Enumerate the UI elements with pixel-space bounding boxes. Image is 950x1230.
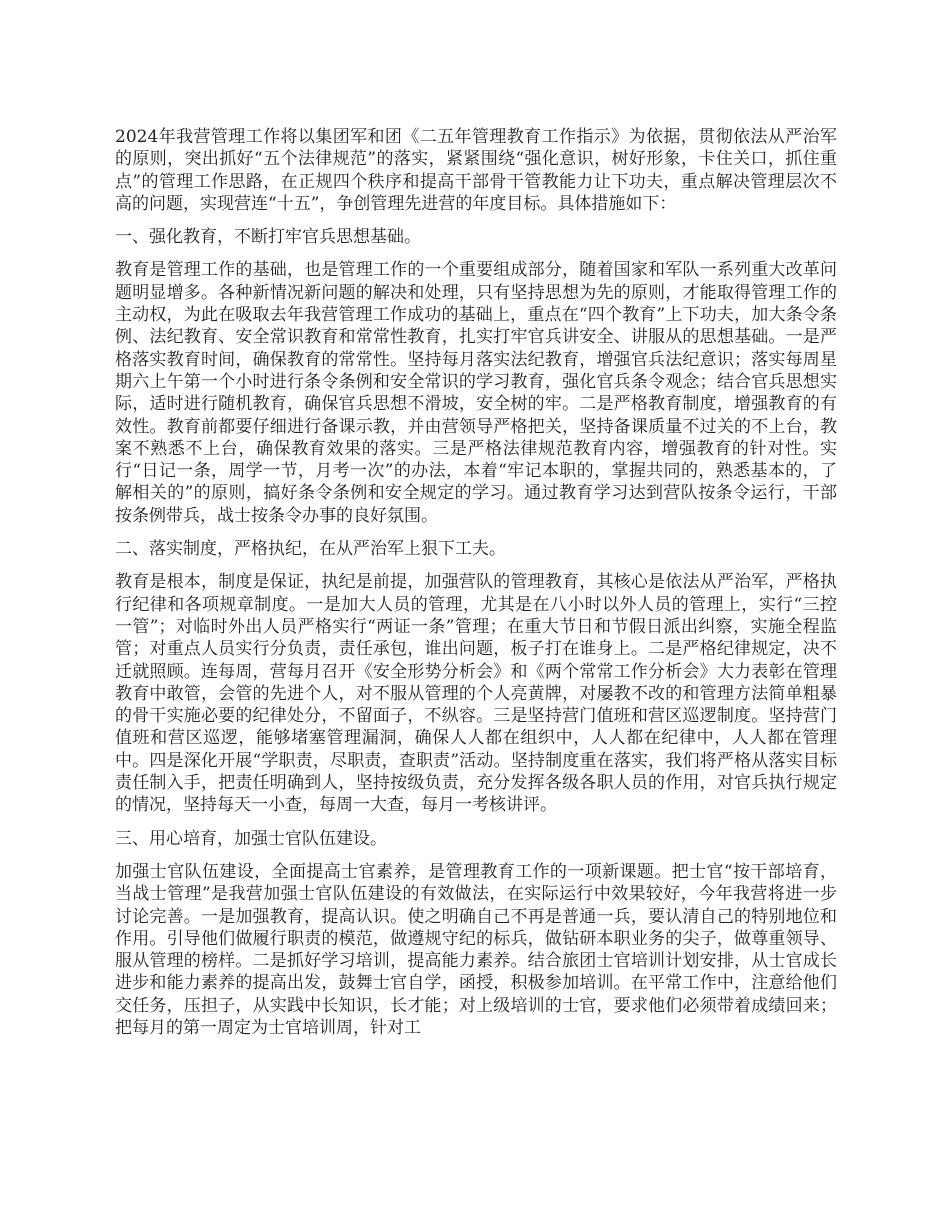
section-3-heading: 三、用心培育，加强士官队伍建设。	[115, 828, 387, 849]
intro-paragraph: 2024年我营管理工作将以集团军和团《二五年管理教育工作指示》为依据，贯彻依法从严治军的原则，突出抓好“五个法律规范”的落实，紧紧围绕“强化意识，树好形象，卡住关口，抓住重点”的管理工作思路，在正规四个秩序和提高干部骨干管教能力让下功夫，重点解决管理层次不高的问题，实现营连“十五”，争创管理先进营的年度目标。具体措施如下：	[115, 127, 837, 214]
section-1-heading: 一、强化教育，不断打牢官兵思想基础。	[115, 227, 421, 248]
section-2-heading: 二、落实制度，严格执纪，在从严治军上狠下工夫。	[115, 539, 506, 560]
section-2-body: 教育是根本，制度是保证，执纪是前提，加强营队的管理教育，其核心是依法从严治军，严格执行纪律和各项规章制度。一是加大人员的管理，尤其是在八小时以外人员的管理上，实行“三控一管”；对临时外出人员严格实行“两证一条”管理；在重大节日和节假日派出纠察，实施全程监管；对重点人员实行分负责，责任承包，谁出问题，板子打在谁身上。二是严格纪律规定，决不迁就照顾。连每周，营每月召开《安全形势分析会》和《两个常常工作分析会》大力表彰在管理教育中敢管，会管的先进个人，对不服从管理的个人亮黄牌，对屡教不改的和管理方法简单粗暴的骨干实施必要的纪律处分，不留面子，不纵容。三是坚持营门值班和营区巡逻制度。坚持营门值班和营区巡逻，能够堵塞管理漏洞，确保人人都在组织中，人人都在纪律中，人人都在管理中。四是深化开展“学职责，尽职责，查职责”活动。坚持制度重在落实，我们将严格从落实目标责任制入手，把责任明确到人，坚持按级负责，充分发挥各级各职人员的作用，对官兵执行规定的情况，坚持每天一小查，每周一大查，每月一考核讲评。	[115, 572, 837, 816]
document-body	[115, 126, 837, 1050]
section-3-body: 加强士官队伍建设，全面提高士官素养，是管理教育工作的一项新课题。把士官“按干部培育，当战士管理”是我营加强士官队伍建设的有效做法，在实际运行中效果较好，今年我营将进一步讨论完善。一是加强教育，提高认识。使之明确自己不再是普通一兵，要认清自己的特别地位和作用。引导他们做履行职责的模范，做遵规守纪的标兵，做钻研本职业务的尖子，做尊重领导、服从管理的榜样。二是抓好学习培训，提高能力素养。结合旅团士官培训计划安排，从士官成长进步和能力素养的提高出发，鼓舞士官自学，函授，积极参加培训。在平常工作中，注意给他们交任务，压担子，从实践中长知识，长才能；对上级培训的士官，要求他们必须带着成绩回来；把每月的第一周定为士官培训周，针对工	[115, 861, 837, 1038]
section-1-body: 教育是管理工作的基础，也是管理工作的一个重要组成部分，随着国家和军队一系列重大改革问题明显增多。各种新情况新问题的解决和处理，只有坚持思想为先的原则，才能取得管理工作的主动权，为此在吸取去年我营管理工作成功的基础上，重点在“四个教育”上下功夫，加大条令条例、法纪教育、安全常识教育和常常性教育，扎实打牢官兵讲安全、讲服从的思想基础。一是严格落实教育时间，确保教育的常常性。坚持每月落实法纪教育，增强官兵法纪意识；落实每周星期六上午第一个小时进行条令条例和安全常识的学习教育，强化官兵条令观念；结合官兵思想实际，适时进行随机教育，确保官兵思想不滑坡，安全树的牢。二是严格教育制度，增强教育的有效性。教育前都要仔细进行备课示教，并由营领导严格把关，坚持备课质量不过关的不上台，教案不熟悉不上台，确保教育效果的落实。三是严格法律规范教育内容，增强教育的针对性。实行“日记一条，周学一节，月考一次”的办法，本着“牢记本职的，掌握共同的，熟悉基本的，了解相关的”的原则，搞好条令条例和安全规定的学习。通过教育学习达到营队按条令运行，干部按条例带兵，战士按条令办事的良好氛围。	[115, 260, 837, 526]
